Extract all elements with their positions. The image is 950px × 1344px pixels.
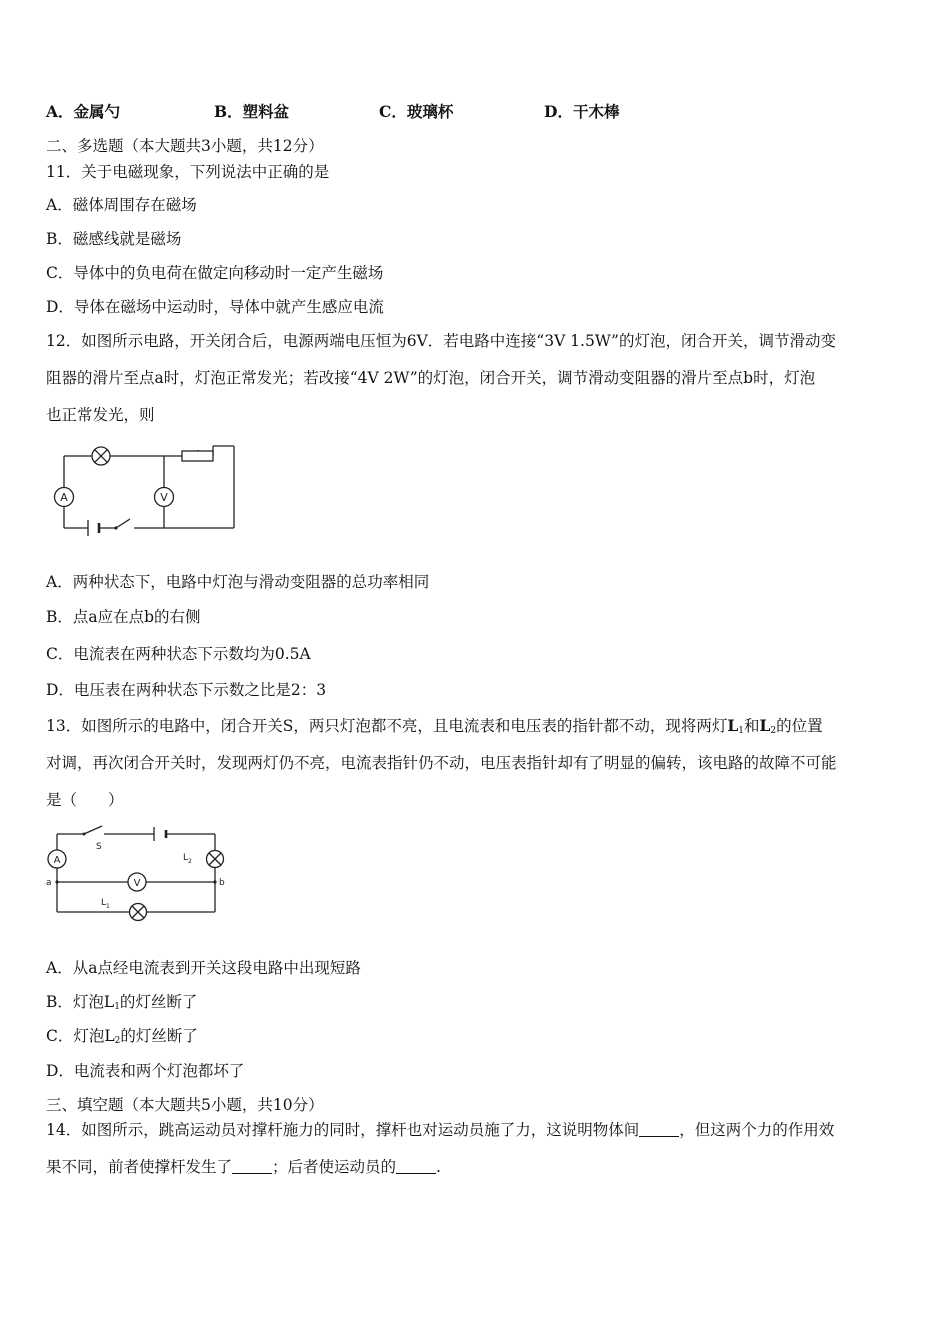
q13-option-b xyxy=(46,992,197,1017)
q13-stem-line3: 是（ ） xyxy=(46,791,124,809)
q13-c-tail: 的灯丝断了 xyxy=(120,1027,198,1045)
lamp2-letter: L xyxy=(183,853,189,863)
ammeter-icon xyxy=(48,850,66,868)
q14-stem-line1 xyxy=(46,1120,834,1140)
rheostat-icon xyxy=(182,451,213,461)
lamp1-letter: L xyxy=(101,898,107,908)
q13-b-sub: 1 xyxy=(114,1002,120,1012)
q13-and: 和 xyxy=(744,717,760,735)
q14-line1-tail: ，但这两个力的作用效 xyxy=(679,1121,835,1139)
lamp2-label xyxy=(183,853,192,865)
q13-line1-tail: 的位置 xyxy=(776,717,823,735)
ammeter-label: A xyxy=(53,855,61,866)
voltmeter-label: V xyxy=(133,878,141,889)
q13-option-c xyxy=(46,1026,198,1051)
junction-a-dot xyxy=(55,880,58,883)
q14-line2-text: 果不同，前者使撑杆发生了 xyxy=(46,1158,233,1176)
q12-stem-line3: 也正常发光，则 xyxy=(46,406,155,424)
q14-line2-mid: ；后者使运动员的 xyxy=(272,1158,397,1176)
q11-stem: 11．关于电磁现象，下列说法中正确的是 xyxy=(46,163,330,181)
voltmeter-icon xyxy=(155,488,174,507)
q12-stem-line2: 阻器的滑片至点a时，灯泡正常发光；若改接“4V 2W”的灯泡，闭合开关，调节滑动变阻器的滑片至点b时，灯泡 xyxy=(46,369,816,387)
voltmeter-label: V xyxy=(160,491,168,504)
q12-option-d: D．电压表在两种状态下示数之比是2：3 xyxy=(46,681,327,699)
q13-b-tail: 的灯丝断了 xyxy=(119,993,198,1011)
q13-lamp2-label: L xyxy=(759,716,771,735)
q14-stem-line2 xyxy=(46,1157,441,1177)
q12-stem-line1: 12．如图所示电路，开关闭合后，电源两端电压恒为6V．若电路中连接“3V 1.5W”的灯泡，闭合开关，调节滑动变 xyxy=(46,332,836,350)
q11-option-d: D．导体在磁场中运动时，导体中就产生感应电流 xyxy=(46,298,384,316)
q11-option-c: C．导体中的负电荷在做定向移动时一定产生磁场 xyxy=(46,264,384,282)
q12-option-a: A．两种状态下，电路中灯泡与滑动变阻器的总功率相同 xyxy=(46,573,430,591)
q13-option-d: D．电流表和两个灯泡都坏了 xyxy=(46,1062,245,1080)
q13-c-sub: 2 xyxy=(114,1036,121,1046)
answer-blank-1[interactable] xyxy=(639,1122,679,1137)
answer-blank-3[interactable] xyxy=(396,1159,436,1174)
junction-b-dot xyxy=(213,880,216,883)
q10-option-d: D．干木棒 xyxy=(544,102,620,121)
lamp-icon xyxy=(130,904,147,921)
point-a-label: a xyxy=(46,878,52,888)
q14-line2-end: . xyxy=(436,1158,441,1176)
ammeter-icon xyxy=(55,488,74,507)
section-3-heading: 三、填空题（本大题共5小题，共10分） xyxy=(46,1096,324,1114)
lamp-icon xyxy=(92,447,110,465)
lamp2-sub: 2 xyxy=(188,858,192,865)
switch-icon xyxy=(83,833,86,836)
section-2-heading: 二、多选题（本大题共3小题，共12分） xyxy=(46,137,324,155)
q13-stem-line2: 对调，再次闭合开关时，发现两灯仍不亮，电流表指针仍不动，电压表指针却有了明显的偏转，该电路的故障不可能 xyxy=(46,754,837,772)
q13-line1-text: 13．如图所示的电路中，闭合开关S，两只灯泡都不亮，且电流表和电压表的指针都不动，现将两灯 xyxy=(46,717,728,735)
ammeter-label: A xyxy=(60,491,68,504)
q12-option-c: C．电流表在两种状态下示数均为0.5A xyxy=(46,645,311,663)
q13-lamp1-label: L xyxy=(727,716,739,735)
battery-icon xyxy=(154,827,166,841)
switch-label: S xyxy=(96,842,102,852)
q10-option-b: B．塑料盆 xyxy=(214,102,290,121)
q10-option-c: C．玻璃杯 xyxy=(379,102,454,121)
q13-stem-line1 xyxy=(46,716,823,741)
q13-lamp2-sub: 2 xyxy=(770,726,777,736)
q11-option-a: A．磁体周围存在磁场 xyxy=(46,196,197,214)
q13-option-a: A．从a点经电流表到开关这段电路中出现短路 xyxy=(46,959,361,977)
q11-option-b: B．磁感线就是磁场 xyxy=(46,230,182,248)
voltmeter-icon xyxy=(128,873,146,891)
lamp-icon xyxy=(207,851,224,868)
q10-options xyxy=(46,102,619,122)
q10-option-a: A．金属勺 xyxy=(46,102,121,121)
lamp1-label xyxy=(101,898,110,910)
answer-blank-2[interactable] xyxy=(232,1159,272,1174)
switch-icon xyxy=(114,526,117,529)
battery-icon xyxy=(88,520,99,536)
q13-lamp1-sub: 1 xyxy=(738,726,744,736)
q12-circuit-diagram xyxy=(50,440,240,545)
point-b-label: b xyxy=(219,878,225,888)
q14-line1-text: 14．如图所示，跳高运动员对撑杆施力的同时，撑杆也对运动员施了力，这说明物体间 xyxy=(46,1121,640,1139)
q13-b-text: B．灯泡L xyxy=(46,993,115,1011)
lamp1-sub: 1 xyxy=(106,903,110,910)
q12-option-b: B．点a应在点b的右侧 xyxy=(46,608,201,626)
q13-circuit-diagram xyxy=(42,822,232,922)
q13-c-text: C．灯泡L xyxy=(46,1027,115,1045)
